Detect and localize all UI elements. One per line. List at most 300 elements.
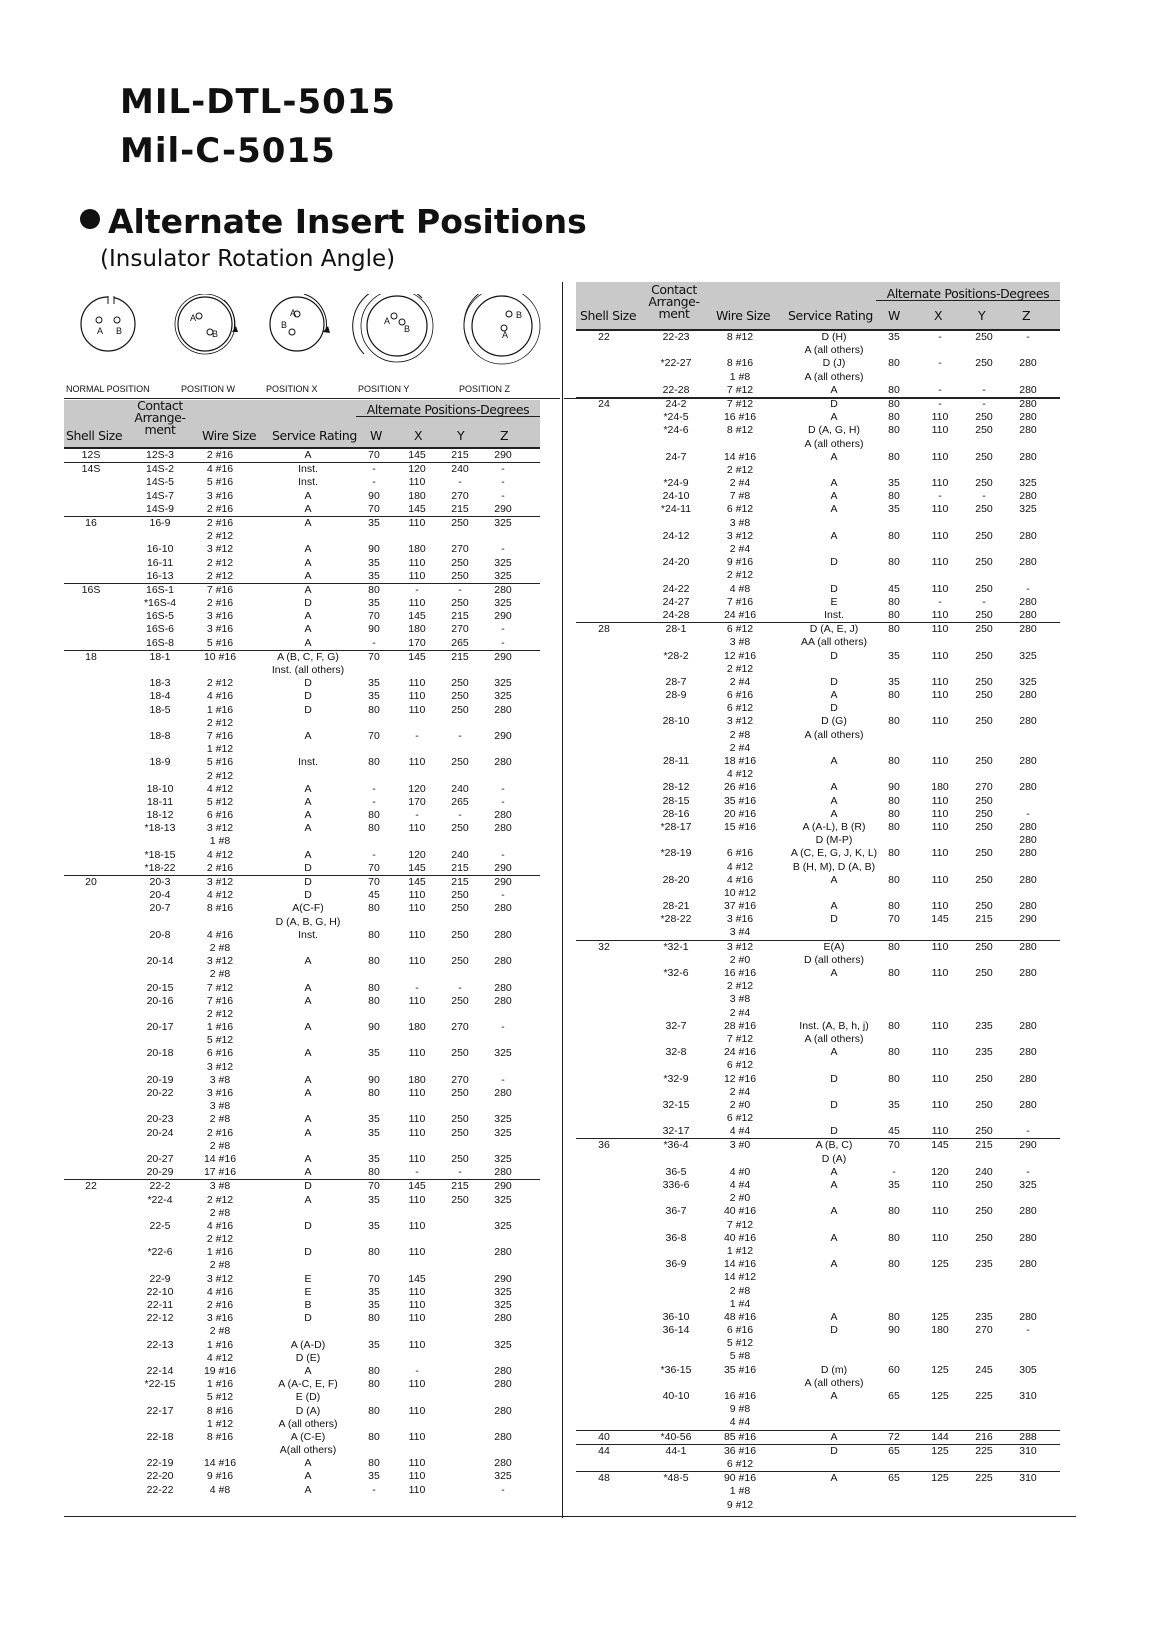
cell-wire-size: 3 #8 (209, 1180, 231, 1193)
table-row (64, 1246, 540, 1259)
cell-arrangement: 16-10 (146, 543, 174, 556)
cell-arrangement: *22-6 (147, 1246, 173, 1259)
cell-x: - (938, 357, 942, 370)
cell-y: 240 (451, 782, 469, 795)
cell-y: 250 (975, 1125, 993, 1138)
cell-arrangement: 18-9 (149, 756, 171, 769)
cell-service-rating: D (304, 597, 312, 610)
cell-wire-size: 7 #12 (726, 1032, 754, 1045)
cell-wire-size: 4 #12 (726, 860, 754, 873)
cell-z: 280 (1019, 1072, 1037, 1085)
table-row (64, 664, 540, 677)
cell-z: - (501, 489, 505, 502)
cell-wire-size: 1 #12 (726, 1244, 754, 1257)
cell-arrangement: 24-22 (662, 582, 690, 595)
header-alt-positions: Alternate Positions-Degrees (356, 404, 540, 417)
cell-arrangement: 32-8 (665, 1046, 687, 1059)
table-row (64, 770, 540, 783)
cell-wire-size: 2 #16 (206, 861, 234, 874)
table-row (64, 942, 540, 955)
table-row (64, 862, 540, 875)
cell-w: 35 (888, 1179, 900, 1191)
cell-x: 110 (408, 1126, 426, 1139)
cell-arrangement: 18-10 (146, 782, 174, 795)
cell-w: 80 (368, 1457, 380, 1470)
cell-service-rating: A (304, 1483, 312, 1496)
cell-x: 110 (931, 477, 949, 490)
cell-wire-size: 4 #16 (206, 690, 234, 703)
cell-wire-size: 6 #12 (726, 503, 754, 516)
table-row (576, 344, 1060, 357)
cell-w: 35 (368, 1126, 380, 1139)
cell-x: 145 (931, 1139, 949, 1152)
cell-x: 110 (931, 675, 949, 688)
cell-service-rating: A (304, 1087, 312, 1099)
cell-wire-size: 1 #12 (206, 743, 234, 756)
table-row (576, 913, 1060, 926)
cell-service-rating: D (m) (820, 1363, 848, 1376)
cell-wire-size: 7 #16 (206, 994, 234, 1007)
table-row (64, 822, 540, 835)
cell-service-rating: A (830, 755, 838, 767)
cell-y: 235 (975, 1046, 993, 1059)
cell-wire-size: 3 #12 (206, 876, 234, 888)
cell-y: 250 (451, 569, 469, 582)
cell-w: 72 (888, 1430, 900, 1443)
cell-x: 110 (408, 516, 426, 529)
cell-x: 110 (931, 450, 949, 463)
cell-wire-size: 3 #12 (206, 822, 234, 835)
cell-service-rating: D (A) (821, 1152, 847, 1165)
cell-y: 250 (451, 1193, 469, 1206)
column-divider (562, 282, 563, 1518)
cell-y: 270 (451, 623, 469, 636)
cell-y: 250 (451, 955, 469, 968)
cell-y: 250 (451, 597, 469, 610)
cell-x: 110 (931, 411, 949, 424)
cell-w: 80 (888, 411, 900, 424)
cell-shell-size: 16S (81, 583, 101, 596)
table-row (576, 1377, 1060, 1390)
table-row (576, 1033, 1060, 1046)
cell-z: - (501, 543, 505, 556)
cell-z: 280 (494, 928, 512, 941)
cell-arrangement: *22-27 (660, 357, 692, 370)
cell-y: 250 (975, 649, 993, 662)
table-row (576, 1390, 1060, 1403)
cell-shell-size: 32 (598, 940, 610, 953)
cell-wire-size: 4 #16 (726, 873, 754, 886)
cell-wire-size: 2 #4 (729, 1006, 751, 1019)
cell-arrangement: 20-24 (146, 1126, 174, 1139)
cell-shell-size: 16 (85, 516, 97, 529)
cell-wire-size: 10 #16 (203, 650, 237, 663)
table-row (576, 887, 1060, 900)
right-table-body (576, 330, 1060, 1512)
cell-wire-size: 1 #16 (206, 703, 234, 716)
cell-wire-size: 1 #16 (206, 1338, 234, 1351)
cell-wire-size: 1 #16 (206, 1021, 234, 1034)
cell-w: 80 (888, 529, 900, 542)
cell-x: 110 (408, 1430, 426, 1443)
table-row (576, 1192, 1060, 1205)
cell-w: 80 (368, 1430, 380, 1443)
cell-w: 80 (888, 1205, 900, 1218)
cell-arrangement: *32-1 (663, 940, 689, 953)
cell-arrangement: 16S-8 (145, 636, 175, 649)
cell-y: 225 (975, 1390, 993, 1402)
cell-x: 144 (931, 1430, 949, 1443)
cell-x: 170 (408, 795, 426, 808)
table-row (64, 1140, 540, 1153)
cell-y: 250 (975, 503, 993, 516)
table-row (64, 690, 540, 703)
cell-wire-size: 37 #16 (723, 900, 757, 913)
cell-z: 325 (494, 1126, 512, 1139)
cell-wire-size: 3 #12 (206, 543, 234, 556)
cell-arrangement: *40-56 (660, 1430, 692, 1443)
cell-wire-size: 2 #8 (209, 1206, 231, 1219)
cell-x: 110 (931, 967, 949, 979)
cell-shell-size: 14S (81, 463, 101, 476)
cell-wire-size: 3 #8 (209, 1073, 231, 1086)
cell-arrangement: 16-11 (146, 556, 174, 569)
cell-w: 90 (368, 489, 380, 502)
cell-wire-size: 3 #16 (726, 913, 754, 926)
table-row (576, 490, 1060, 503)
cell-arrangement: 36-9 (665, 1258, 687, 1271)
cell-z: 280 (1019, 1098, 1037, 1111)
cell-service-rating: A (830, 450, 838, 463)
table-row (576, 1099, 1060, 1112)
cell-wire-size: 7 #12 (206, 981, 234, 994)
cell-arrangement: 22-9 (149, 1272, 171, 1285)
cell-service-rating: D (H) (821, 331, 847, 343)
cell-y: 250 (975, 847, 993, 860)
table-row (576, 1153, 1060, 1166)
cell-x: 145 (408, 1180, 426, 1193)
cell-x: 125 (931, 1258, 949, 1271)
cell-w: - (372, 795, 376, 808)
cell-z: 280 (1019, 556, 1037, 569)
cell-z: 280 (494, 1246, 512, 1259)
normal-position-figure (81, 296, 135, 351)
cell-arrangement: 18-5 (149, 703, 171, 716)
cell-w: 90 (368, 543, 380, 556)
cell-y: 250 (975, 1098, 993, 1111)
cell-x: 180 (931, 781, 949, 794)
cell-z: 280 (1019, 755, 1037, 767)
cell-z: - (501, 795, 505, 808)
cell-z: 325 (494, 1152, 512, 1165)
cell-x: 180 (931, 1324, 949, 1337)
cell-y: 250 (451, 928, 469, 941)
cell-wire-size: 10 #12 (723, 886, 757, 899)
table-row (64, 597, 540, 610)
insert-position-diagram (64, 294, 558, 396)
cell-arrangement: 20-17 (146, 1021, 174, 1034)
cell-wire-size: 4 #12 (726, 768, 754, 781)
cell-wire-size: 7 #16 (206, 729, 234, 742)
cell-wire-size: 7 #16 (206, 583, 234, 596)
cell-arrangement: 20-15 (146, 981, 174, 994)
table-row (576, 940, 1060, 954)
table-row (576, 517, 1060, 530)
cell-arrangement: 32-7 (665, 1019, 687, 1032)
cell-w: - (372, 463, 376, 476)
header-service-rating: Service Rating (272, 428, 357, 443)
cell-wire-size: 19 #16 (203, 1364, 237, 1377)
cell-z: 280 (494, 822, 512, 835)
table-row (576, 676, 1060, 689)
cell-z: 280 (1019, 1019, 1037, 1032)
table-row (64, 875, 540, 889)
cell-x: 110 (931, 794, 949, 807)
cell-arrangement: 16S-5 (145, 610, 175, 623)
cell-wire-size: 3 #8 (729, 636, 751, 649)
cell-w: 70 (368, 876, 380, 888)
cell-w: 80 (368, 928, 380, 941)
cell-x: 110 (408, 1457, 426, 1470)
cell-service-rating: A (304, 994, 312, 1007)
cell-service-rating: A (A-L), B (R) (802, 820, 866, 833)
cell-w: 70 (368, 1180, 380, 1193)
cell-service-rating: E (D) (295, 1391, 321, 1404)
cell-wire-size: 35 #16 (723, 794, 757, 807)
table-row (576, 397, 1060, 411)
table-row (64, 1047, 540, 1060)
cell-shell-size: 28 (598, 623, 610, 636)
cell-wire-size: 3 #12 (206, 1060, 234, 1073)
table-row (576, 702, 1060, 715)
cell-w: 35 (888, 503, 900, 516)
cell-w: 80 (368, 1312, 380, 1325)
cell-x: - (415, 729, 419, 742)
table-row (64, 557, 540, 570)
cell-arrangement: 22-2 (149, 1180, 171, 1193)
cell-arrangement: *28-17 (660, 820, 692, 833)
cell-arrangement: 22-10 (146, 1285, 174, 1298)
cell-wire-size: 8 #16 (206, 1430, 234, 1443)
cell-y: 265 (451, 795, 469, 808)
cell-x: 145 (408, 876, 426, 888)
cell-z: - (1026, 1324, 1030, 1337)
cell-y: 250 (451, 889, 469, 902)
header-w: W (888, 308, 900, 323)
cell-service-rating: D (830, 1125, 838, 1138)
cell-x: 110 (408, 569, 426, 582)
table-row (64, 637, 540, 650)
cell-service-rating: A (304, 1126, 312, 1139)
cell-z: 280 (1019, 834, 1037, 847)
cell-wire-size: 2 #4 (729, 1085, 751, 1098)
table-row (576, 1298, 1060, 1311)
cell-z: 280 (1019, 715, 1037, 728)
cell-x: 110 (931, 1179, 949, 1191)
table-row (64, 1008, 540, 1021)
cell-x: 110 (931, 1019, 949, 1032)
cell-z: 290 (494, 610, 512, 623)
table-row (64, 570, 540, 583)
cell-y: 250 (975, 820, 993, 833)
cell-arrangement: 22-22 (146, 1483, 174, 1496)
table-row (64, 849, 540, 862)
cell-wire-size: 2 #8 (209, 1259, 231, 1272)
cell-wire-size: 2 #8 (209, 941, 231, 954)
table-row (576, 993, 1060, 1006)
header-service-rating: Service Rating (788, 308, 873, 323)
cell-z: 280 (1019, 847, 1037, 860)
table-row (576, 330, 1060, 344)
cell-wire-size: 2 #12 (726, 980, 754, 993)
cell-w: 35 (888, 477, 900, 490)
cell-w: 80 (888, 715, 900, 728)
cell-service-rating: A (304, 489, 312, 502)
cell-w: 70 (888, 913, 900, 926)
cell-z: 280 (494, 1087, 512, 1099)
table-row (576, 821, 1060, 834)
cell-arrangement: 24-12 (662, 529, 690, 542)
cell-x: 110 (408, 597, 426, 610)
table-row (64, 1179, 540, 1193)
cell-wire-size: 2 #12 (206, 556, 234, 569)
table-row (576, 755, 1060, 768)
cell-service-rating: A (304, 782, 312, 795)
cell-z: 325 (494, 1299, 512, 1311)
table-row (576, 1458, 1060, 1471)
pin-label: A (290, 308, 297, 318)
cell-z: 310 (1019, 1472, 1037, 1485)
cell-w: 70 (368, 610, 380, 623)
cell-wire-size: 16 #16 (723, 1390, 757, 1402)
cell-service-rating: D (304, 1180, 312, 1193)
pin-label: B (116, 326, 123, 336)
cell-w: 80 (888, 1046, 900, 1059)
cell-z: 280 (1019, 529, 1037, 542)
cell-z: 325 (494, 569, 512, 582)
cell-y: - (982, 383, 986, 396)
cell-arrangement: 22-23 (662, 331, 690, 343)
cell-arrangement: 28-16 (662, 807, 690, 820)
cell-service-rating: A (304, 1470, 312, 1483)
cell-service-rating: D (E) (295, 1351, 321, 1364)
cell-service-rating: A (304, 636, 312, 649)
table-row (576, 1430, 1060, 1444)
table-row (64, 1325, 540, 1338)
cell-wire-size: 3 #8 (729, 993, 751, 1006)
cell-x: 180 (408, 1073, 426, 1086)
table-row (576, 742, 1060, 755)
cell-w: 80 (888, 623, 900, 636)
cell-y: 265 (451, 636, 469, 649)
cell-arrangement: *36-4 (663, 1139, 689, 1152)
cell-service-rating: D (304, 677, 312, 690)
cell-z: 280 (1019, 490, 1037, 503)
cell-x: - (938, 397, 942, 410)
cell-service-rating: D (830, 556, 838, 569)
cell-x: 110 (931, 1125, 949, 1138)
header-shell-size: Shell Size (66, 428, 123, 443)
cell-y: 270 (975, 781, 993, 794)
cell-z: 280 (1019, 689, 1037, 702)
cell-w: 80 (888, 450, 900, 463)
cell-wire-size: 8 #12 (726, 331, 754, 343)
cell-x: 125 (931, 1444, 949, 1457)
cell-wire-size: 2 #12 (206, 716, 234, 729)
cell-w: 35 (368, 677, 380, 690)
table-row (576, 861, 1060, 874)
cell-w: 80 (368, 902, 380, 915)
cell-w: - (892, 1165, 896, 1178)
cell-z: 280 (494, 994, 512, 1007)
cell-w: 80 (888, 940, 900, 953)
cell-wire-size: 2 #12 (206, 530, 234, 543)
cell-z: 325 (494, 677, 512, 690)
table-row (576, 900, 1060, 913)
cell-z: 290 (494, 729, 512, 742)
cell-service-rating: D (304, 703, 312, 716)
cell-service-rating: D (830, 397, 838, 410)
cell-z: - (501, 1483, 505, 1496)
table-row (576, 596, 1060, 609)
document-title: MIL-DTL-5015 (120, 82, 397, 122)
cell-service-rating: Inst. (824, 608, 844, 621)
cell-y: 250 (975, 715, 993, 728)
cell-service-rating: A (A-D) (290, 1338, 326, 1351)
cell-x: 145 (408, 449, 426, 461)
cell-y: 250 (451, 703, 469, 716)
cell-w: 80 (888, 967, 900, 979)
cell-y: 215 (975, 913, 993, 926)
table-row (576, 1219, 1060, 1232)
table-row (576, 1179, 1060, 1192)
table-row (576, 1086, 1060, 1099)
cell-wire-size: 8 #16 (206, 902, 234, 915)
table-row (576, 1499, 1060, 1512)
table-row (576, 834, 1060, 847)
table-row (576, 1112, 1060, 1125)
cell-wire-size: 7 #12 (726, 397, 754, 410)
cell-arrangement: 22-19 (146, 1457, 174, 1470)
table-row (576, 650, 1060, 663)
table-row (64, 1418, 540, 1431)
cell-w: - (372, 1483, 376, 1496)
cell-z: 325 (494, 1047, 512, 1060)
cell-service-rating: A (A-C, E, F) (278, 1378, 338, 1391)
pin-label: B (404, 324, 411, 334)
cell-x: 110 (931, 623, 949, 636)
cell-wire-size: 2 #8 (729, 1284, 751, 1297)
cell-arrangement: 24-2 (665, 397, 687, 410)
header-contact: Contact Arrange- ment (134, 398, 186, 437)
table-row (64, 1470, 540, 1483)
right-table-header (576, 282, 1060, 330)
cell-service-rating: E (304, 1272, 312, 1285)
cell-wire-size: 4 #16 (206, 1219, 234, 1232)
right-table (576, 282, 1060, 1512)
table-row (576, 1258, 1060, 1271)
cell-z: 280 (494, 1312, 512, 1325)
cell-w: 90 (368, 623, 380, 636)
cell-x: 110 (408, 1483, 426, 1496)
table-row (64, 1431, 540, 1444)
cell-wire-size: 14 #16 (723, 450, 757, 463)
cell-y: 270 (451, 489, 469, 502)
cell-x: 110 (408, 994, 426, 1007)
cell-y: 215 (451, 650, 469, 663)
table-row (64, 650, 540, 664)
cell-z: 280 (494, 1404, 512, 1417)
